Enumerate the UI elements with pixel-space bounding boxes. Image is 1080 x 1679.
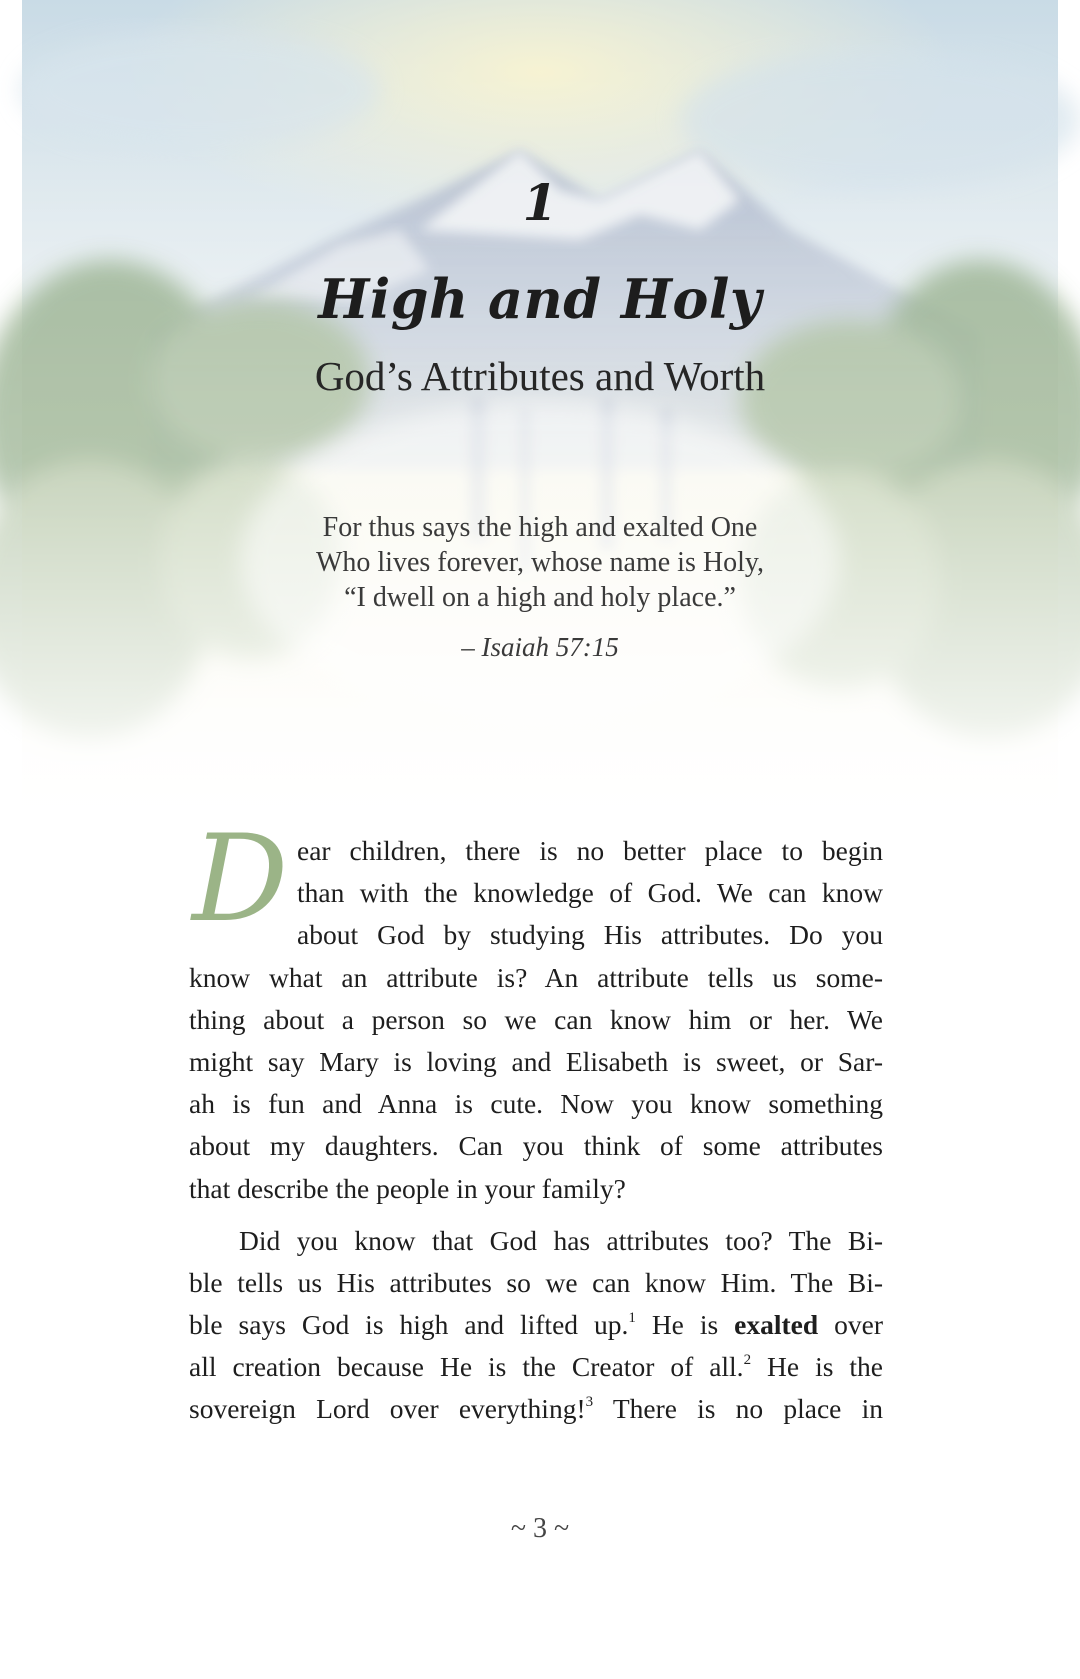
paragraph-line: [189, 1346, 883, 1388]
page-number: ~ 3 ~: [510, 1513, 570, 1544]
epigraph-verse: [240, 510, 840, 615]
paragraph-line: [189, 1388, 883, 1430]
epigraph-line: For thus says the high and exalted One: [322, 512, 758, 543]
body-text: [189, 830, 883, 1431]
text-run: over: [818, 1309, 883, 1341]
paragraph-line: that describe the people in your family?: [189, 1172, 626, 1204]
text-run: There is no place in: [593, 1393, 883, 1425]
chapter-title: High and Holy: [318, 267, 762, 331]
text-run: He is: [635, 1309, 735, 1341]
footnote-marker: 1: [628, 1309, 636, 1326]
paragraph-line: ear children, there is no better place to begin: [297, 835, 883, 866]
chapter-number: 1: [522, 173, 558, 232]
text-run: He is the: [751, 1351, 883, 1383]
paragraph-2: [189, 1220, 883, 1431]
paragraph-line: about God by studying His attributes. Do you: [297, 919, 883, 951]
drop-cap-text: D: [192, 820, 289, 940]
text-run: ble says God is high and lifted up.: [189, 1309, 629, 1341]
paragraph-line: know what an attribute is? An attribute tells us some-: [189, 961, 883, 993]
paragraph-line: about my daughters. Can you think of some attributes: [189, 1130, 883, 1162]
epigraph-line: “I dwell on a high and holy place.”: [344, 582, 736, 613]
paragraph-line: thing about a person so we can know him or her. We: [189, 1003, 883, 1035]
epigraph-line: Who lives forever, whose name is Holy,: [315, 547, 765, 578]
paragraph-line: than with the knowledge of God. We can know: [297, 877, 883, 909]
text-run: sovereign Lord over everything!: [189, 1393, 586, 1425]
footnote-marker: 2: [743, 1352, 752, 1369]
footnote-marker: 3: [585, 1394, 594, 1411]
paragraph-line: Did you know that God has attributes too? The Bi-: [239, 1224, 883, 1256]
bold-term: exalted: [734, 1309, 819, 1341]
paragraph-line: ah is fun and Anna is cute. Now you know something: [189, 1088, 883, 1120]
chapter-subtitle: God’s Attributes and Worth: [314, 353, 766, 399]
paragraph-line: ble tells us His attributes so we can know Him. The Bi-: [189, 1266, 883, 1298]
text-run: all creation because He is the Creator of all.: [189, 1351, 744, 1383]
epigraph-reference: – Isaiah 57:15: [461, 632, 619, 662]
paragraph-line: might say Mary is loving and Elisabeth is sweet, or Sar-: [189, 1045, 883, 1077]
paragraph-line: [189, 1304, 883, 1346]
